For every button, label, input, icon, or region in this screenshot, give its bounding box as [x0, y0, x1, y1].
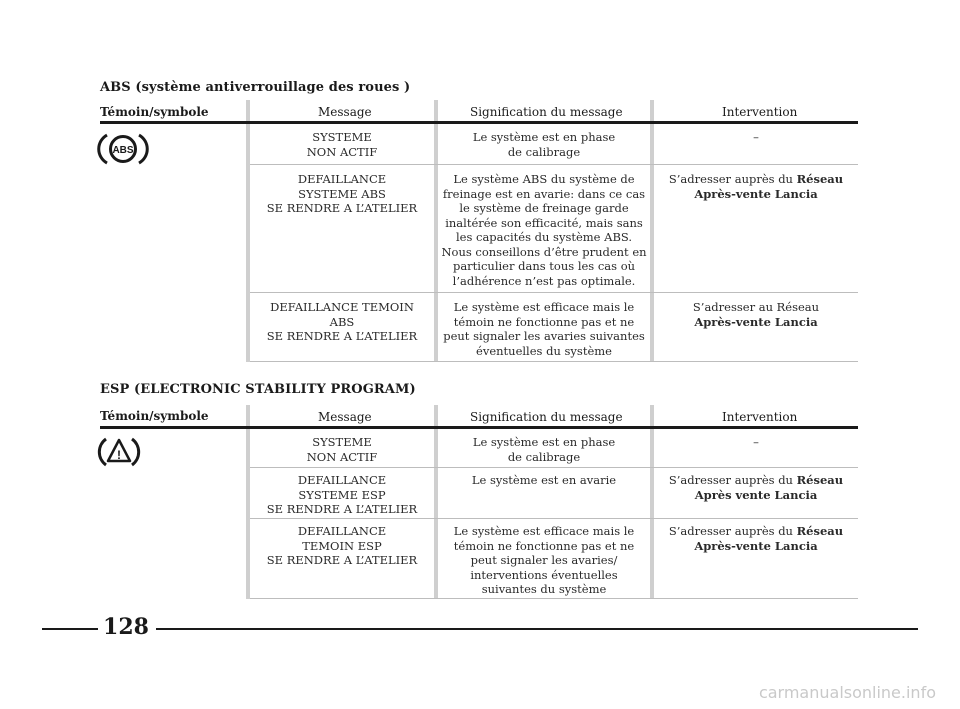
abs-row2-intervention: S’adresser auprès du Réseau Après-vente Lancia — [668, 172, 844, 201]
abs-header-message: Message — [318, 105, 372, 119]
abs-header-intervention: Intervention — [722, 105, 798, 119]
esp-row2-rule — [250, 518, 858, 519]
abs-header-temoin: Témoin/symbole — [100, 105, 209, 119]
abs-row3-intervention: S’adresser au Réseau Après-vente Lancia — [692, 300, 820, 329]
esp-header-temoin: Témoin/symbole — [100, 409, 209, 423]
esp-row2-message: DEFAILLANCE SYSTEME ESP SE RENDRE A L’ATELIER — [266, 473, 418, 516]
abs-warning-icon — [97, 131, 149, 167]
watermark: carmanualsonline.info — [758, 683, 936, 702]
abs-row2-signification: Le système ABS du système de freinage est en avarie: dans ce cas le système de freinage garde inaltérée son efficacité, mais sans les capacités du système ABS. Nous conseillons d’être prudent en particulier dans tous les cas où l’adhérence n’est pas optimale. — [441, 172, 647, 288]
esp-warning-icon — [97, 434, 141, 470]
esp-row1-intervention: – — [753, 435, 759, 449]
page-number: 128 — [103, 614, 149, 640]
esp-header-signification: Signification du message — [470, 410, 623, 424]
esp-row3-message: DEFAILLANCE TEMOIN ESP SE RENDRE A L’ATELIER — [266, 524, 418, 567]
abs-header-rule — [100, 121, 858, 124]
esp-row3-signification: Le système est efficace mais le témoin ne fonctionne pas et ne peut signaler les avaries/ interventions éventuelles suivantes du système — [453, 524, 635, 596]
esp-header-intervention: Intervention — [722, 410, 798, 424]
esp-header-message: Message — [318, 410, 372, 424]
esp-row2-signification: Le système est en avarie — [471, 473, 617, 487]
esp-section-title: ESP (ELECTRONIC STABILITY PROGRAM) — [100, 382, 416, 397]
abs-row3-rule — [250, 361, 858, 362]
abs-header-signification: Signification du message — [470, 105, 623, 119]
abs-row1-message: SYSTEME NON ACTIF — [306, 130, 378, 159]
abs-row2-rule — [250, 292, 858, 293]
esp-row2-intervention: S’adresser auprès du Réseau Après vente Lancia — [668, 473, 844, 502]
abs-row1-intervention: – — [753, 130, 759, 144]
esp-row3-intervention: S’adresser auprès du Réseau Après-vente Lancia — [668, 524, 844, 553]
esp-row1-rule — [250, 467, 858, 468]
esp-header-rule — [100, 426, 858, 429]
esp-row1-message: SYSTEME NON ACTIF — [306, 435, 378, 464]
abs-icon-label: ABS — [112, 145, 134, 156]
esp-icon-label: ! — [117, 448, 121, 462]
esp-row3-rule — [250, 598, 858, 599]
abs-row1-rule — [250, 164, 858, 165]
footer-rule-right — [156, 628, 918, 630]
abs-row1-signification: Le système est en phase de calibrage — [472, 130, 616, 159]
abs-row2-message: DEFAILLANCE SYSTEME ABS SE RENDRE A L’ATELIER — [266, 172, 418, 215]
abs-row3-message: DEFAILLANCE TEMOIN ABS SE RENDRE A L’ATELIER — [266, 300, 418, 343]
footer-rule-left — [42, 628, 98, 630]
abs-row3-signification: Le système est efficace mais le témoin ne fonctionne pas et ne peut signaler les avaries suivantes éventuelles du système — [443, 300, 645, 358]
esp-row1-signification: Le système est en phase de calibrage — [472, 435, 616, 464]
abs-section-title: ABS (système antiverrouillage des roues ) — [100, 80, 411, 95]
